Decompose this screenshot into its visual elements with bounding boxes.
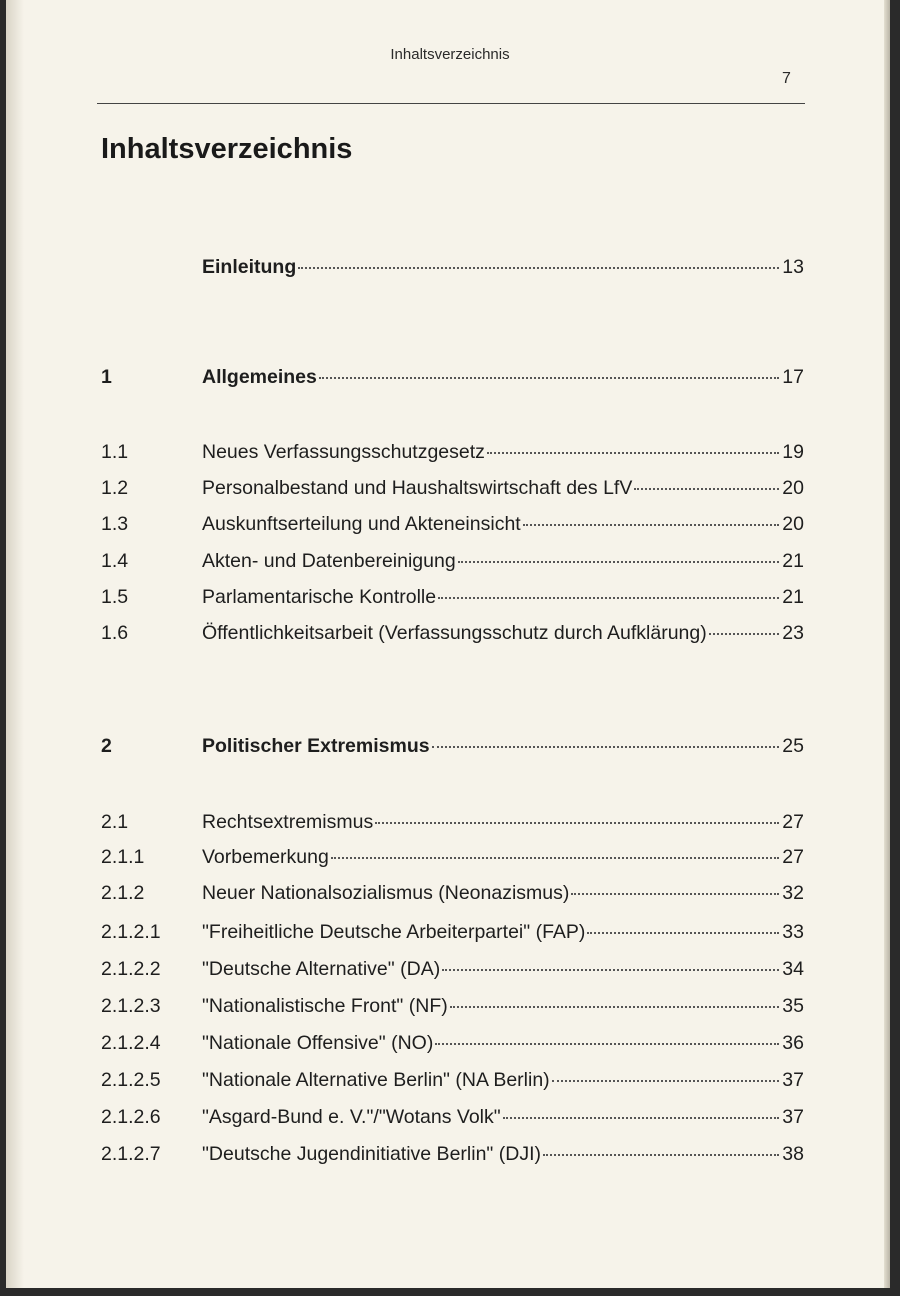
leader-dots [432,746,780,748]
toc-entry-2-1 [0,811,900,841]
toc-number: 2.1 [101,811,129,833]
header-rule [97,103,805,104]
toc-number: 1.5 [101,586,129,608]
toc-title: Rechtsextremismus [202,811,374,833]
toc-number: 1.6 [101,622,129,644]
toc-number: 2.1.2.3 [101,995,161,1017]
toc-number: 1.1 [101,441,129,463]
toc-page: 32 [782,882,804,904]
leader-dots [298,267,779,269]
toc-entry-2-1-2-2 [0,958,900,988]
toc-number: 2.1.1 [101,846,145,868]
toc-entry-2-1-2-3 [0,995,900,1025]
leader-dots [587,932,779,934]
toc-title: "Deutsche Jugendinitiative Berlin" (DJI) [202,1143,541,1165]
toc-page: 20 [782,477,804,499]
leader-dots [487,452,779,454]
leader-dots [319,377,779,379]
toc-number: 2.1.2.2 [101,958,161,980]
toc-title: "Deutsche Alternative" (DA) [202,958,441,980]
toc-entry-1-6 [0,622,900,652]
toc-entry-2-1-2-6 [0,1106,900,1136]
leader-dots [438,597,779,599]
leader-dots [552,1080,780,1082]
page-title: Inhaltsverzeichnis [101,133,353,165]
toc-number: 2.1.2 [101,882,145,904]
toc-page: 35 [782,995,804,1017]
toc-title: "Nationalistische Front" (NF) [202,995,448,1017]
leader-dots [709,633,780,635]
toc-number: 1.2 [101,477,129,499]
toc-number: 1.3 [101,513,129,535]
toc-number: 2.1.2.7 [101,1143,161,1165]
toc-number: 2 [101,735,112,757]
leader-dots [571,893,779,895]
toc-page: 27 [782,846,804,868]
toc-page: 34 [782,958,804,980]
toc-page: 33 [782,921,804,943]
toc-page: 25 [782,735,804,757]
toc-title: "Nationale Offensive" (NO) [202,1032,434,1054]
toc-entry-2 [0,735,900,765]
toc-entry-2-1-2-7 [0,1143,900,1173]
toc-title: Personalbestand und Haushaltswirtschaft des LfV [202,477,633,499]
toc-entry-2-1-2-5 [0,1069,900,1099]
toc-number: 1 [101,366,112,388]
toc-page: 37 [782,1069,804,1091]
toc-page: 17 [782,366,804,388]
toc-page: 37 [782,1106,804,1128]
toc-page: 36 [782,1032,804,1054]
toc-entry-1-1 [0,441,900,471]
toc-number: 2.1.2.5 [101,1069,161,1091]
toc-title: "Freiheitliche Deutsche Arbeiterpartei" (FAP) [202,921,586,943]
leader-dots [543,1154,779,1156]
leader-dots [435,1043,779,1045]
leader-dots [375,822,779,824]
toc-title: "Asgard-Bund e. V."/"Wotans Volk" [202,1106,501,1128]
toc-page: 13 [782,256,804,278]
toc-page: 38 [782,1143,804,1165]
toc-title: Neues Verfassungsschutzgesetz [202,441,485,463]
leader-dots [523,524,780,526]
toc-title: Allgemeines [202,366,317,388]
toc-entry-1-5 [0,586,900,616]
toc-entry-2-1-1 [0,846,900,876]
toc-page: 27 [782,811,804,833]
toc-title: Neuer Nationalsozialismus (Neonazismus) [202,882,570,904]
toc-page: 21 [782,586,804,608]
toc-title: Öffentlichkeitsarbeit (Verfassungsschutz durch Aufklärung) [202,622,707,644]
toc-title: Auskunftserteilung und Akteneinsicht [202,513,521,535]
leader-dots [503,1117,780,1119]
toc-number: 2.1.2.4 [101,1032,161,1054]
toc-title: Parlamentarische Kontrolle [202,586,437,608]
leader-dots [442,969,779,971]
leader-dots [634,488,779,490]
toc-entry-2-1-2-1 [0,921,900,951]
toc-page: 20 [782,513,804,535]
toc-entry-2-1-2-4 [0,1032,900,1062]
leader-dots [458,561,780,563]
toc-number: 2.1.2.1 [101,921,161,943]
toc-title: Akten- und Datenbereinigung [202,550,456,572]
toc-entry-1-3 [0,513,900,543]
leader-dots [331,857,779,859]
toc-entry-2-1-2 [0,882,900,912]
toc-entry-1-4 [0,550,900,580]
toc-page: 23 [782,622,804,644]
toc-number: 1.4 [101,550,129,572]
toc-page: 21 [782,550,804,572]
page-number: 7 [782,70,791,87]
toc-title: Vorbemerkung [202,846,329,868]
leader-dots [450,1006,780,1008]
toc-entry-einleitung [0,256,900,286]
toc-title: "Nationale Alternative Berlin" (NA Berlin) [202,1069,550,1091]
toc-title: Politischer Extremismus [202,735,430,757]
toc-entry-1 [0,366,900,396]
toc-page: 19 [782,441,804,463]
running-header: Inhaltsverzeichnis [390,46,510,63]
toc-number: 2.1.2.6 [101,1106,161,1128]
toc-entry-1-2 [0,477,900,507]
toc-title: Einleitung [202,256,297,278]
